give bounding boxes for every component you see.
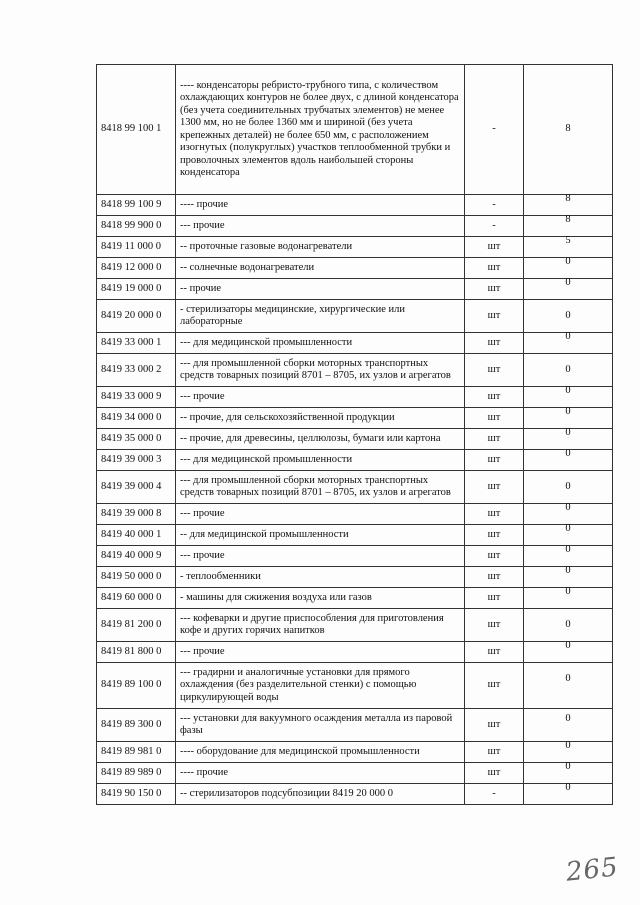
- description-cell: --- прочие: [176, 546, 465, 567]
- description-cell: --- для промышленной сборки моторных транспортных средств товарных позиций 8701 – 8705, их узлов и агрегатов: [176, 354, 465, 387]
- code-cell: 8419 35 000 0: [97, 429, 176, 450]
- unit-cell: шт: [465, 709, 524, 742]
- unit-cell: шт: [465, 237, 524, 258]
- rate-cell: 0: [524, 609, 613, 642]
- unit-cell: шт: [465, 300, 524, 333]
- rate-cell: 0: [524, 471, 613, 504]
- code-cell: 8419 89 989 0: [97, 763, 176, 784]
- rate-value: 8: [565, 213, 571, 225]
- table-row: [97, 588, 613, 609]
- unit-cell: шт: [465, 450, 524, 471]
- rate-value: 0: [565, 712, 571, 724]
- description-cell: - стерилизаторы медицинские, хирургические или лабораторные: [176, 300, 465, 333]
- unit-cell: шт: [465, 742, 524, 763]
- rate-value: 0: [565, 781, 571, 793]
- table-row: [97, 333, 613, 354]
- unit-cell: шт: [465, 279, 524, 300]
- description-cell: -- прочие, для древесины, целлюлозы, бумаги или картона: [176, 429, 465, 450]
- unit-cell: -: [465, 65, 524, 195]
- code-cell: 8419 40 000 1: [97, 525, 176, 546]
- table-row: [97, 237, 613, 258]
- unit-cell: шт: [465, 333, 524, 354]
- table-row: [97, 546, 613, 567]
- rate-cell: [524, 709, 613, 742]
- rate-cell: 8: [524, 65, 613, 195]
- rate-cell: [524, 501, 613, 525]
- description-cell: - теплообменники: [176, 567, 465, 588]
- table-row: [97, 65, 613, 195]
- code-cell: 8419 39 000 8: [97, 504, 176, 525]
- rate-value: 0: [565, 426, 571, 438]
- rate-value: 0: [565, 255, 571, 267]
- code-cell: 8419 89 300 0: [97, 709, 176, 742]
- description-cell: ---- прочие: [176, 195, 465, 216]
- unit-cell: -: [465, 195, 524, 216]
- code-cell: 8419 89 981 0: [97, 742, 176, 763]
- description-cell: ---- прочие: [176, 763, 465, 784]
- code-cell: 8419 60 000 0: [97, 588, 176, 609]
- table-row: [97, 279, 613, 300]
- code-cell: 8419 40 000 9: [97, 546, 176, 567]
- rate-cell: [524, 384, 613, 408]
- unit-cell: шт: [465, 354, 524, 387]
- unit-cell: шт: [465, 763, 524, 784]
- unit-cell: шт: [465, 408, 524, 429]
- rate-value: 0: [565, 405, 571, 417]
- unit-cell: шт: [465, 588, 524, 609]
- rate-value: 5: [565, 234, 571, 246]
- table-row: [97, 216, 613, 237]
- rate-cell: [524, 585, 613, 609]
- description-cell: -- проточные газовые водонагреватели: [176, 237, 465, 258]
- rate-value: 0: [565, 522, 571, 534]
- unit-cell: шт: [465, 504, 524, 525]
- description-cell: --- для медицинской промышленности: [176, 450, 465, 471]
- rate-cell: [524, 543, 613, 567]
- description-cell: -- стерилизаторов подсубпозиции 8419 20 000 0: [176, 784, 465, 805]
- table-row: [97, 429, 613, 450]
- code-cell: 8419 81 200 0: [97, 609, 176, 642]
- rate-cell: [524, 564, 613, 588]
- table-row: [97, 663, 613, 709]
- table-row: [97, 742, 613, 763]
- code-cell: 8419 89 100 0: [97, 663, 176, 709]
- unit-cell: шт: [465, 387, 524, 408]
- description-cell: --- установки для вакуумного осаждения металла из паровой фазы: [176, 709, 465, 742]
- description-cell: ---- конденсаторы ребристо-трубного типа, с количеством охлаждающих контуров не более двух, с длиной конденсатора (без учета соединительных трубчатых элементов) не менее 1300 мм, но не более 1360 мм и шириной (без учета крепежных деталей) не более 650 мм, с расположением изогнутых (полукруглых) участков теплообменной трубки и проволочных элементов вдоль наибольшей стороны конденсатора: [176, 65, 465, 195]
- table-row: [97, 258, 613, 279]
- table-row: [97, 195, 613, 216]
- rate-cell: [524, 663, 613, 709]
- description-cell: --- прочие: [176, 216, 465, 237]
- table-row: [97, 504, 613, 525]
- table-row: [97, 709, 613, 742]
- rate-cell: [524, 447, 613, 471]
- table-row: [97, 763, 613, 784]
- table-row: [97, 567, 613, 588]
- unit-cell: шт: [465, 642, 524, 663]
- table-row: [97, 300, 613, 333]
- rate-cell: [524, 760, 613, 784]
- unit-cell: шт: [465, 567, 524, 588]
- description-cell: --- для медицинской промышленности: [176, 333, 465, 354]
- rate-value: 0: [565, 673, 571, 685]
- description-cell: -- для медицинской промышленности: [176, 525, 465, 546]
- rate-value: 0: [565, 564, 571, 576]
- description-cell: -- солнечные водонагреватели: [176, 258, 465, 279]
- description-cell: - машины для сжижения воздуха или газов: [176, 588, 465, 609]
- table-row: [97, 450, 613, 471]
- handwritten-page-number: 265: [564, 852, 621, 888]
- rate-cell: [524, 276, 613, 300]
- rate-cell: [524, 192, 613, 216]
- description-cell: --- градирни и аналогичные установки для прямого охлаждения (без разделительной стенки) с помощью циркулирующей воды: [176, 663, 465, 709]
- rate-value: 0: [565, 639, 571, 651]
- table-row: [97, 354, 613, 387]
- code-cell: 8419 81 800 0: [97, 642, 176, 663]
- unit-cell: шт: [465, 471, 524, 504]
- description-cell: --- прочие: [176, 387, 465, 408]
- rate-cell: 0: [524, 354, 613, 387]
- rate-cell: 0: [524, 300, 613, 333]
- rate-value: 0: [565, 276, 571, 288]
- unit-cell: шт: [465, 546, 524, 567]
- unit-cell: -: [465, 784, 524, 805]
- description-cell: -- прочие: [176, 279, 465, 300]
- code-cell: 8419 34 000 0: [97, 408, 176, 429]
- code-cell: 8419 33 000 9: [97, 387, 176, 408]
- rate-cell: [524, 234, 613, 258]
- code-cell: 8418 99 100 9: [97, 195, 176, 216]
- code-cell: 8418 99 100 1: [97, 65, 176, 195]
- code-cell: 8419 39 000 3: [97, 450, 176, 471]
- rate-cell: [524, 330, 613, 354]
- code-cell: 8419 12 000 0: [97, 258, 176, 279]
- rate-value: 0: [565, 543, 571, 555]
- code-cell: 8419 39 000 4: [97, 471, 176, 504]
- rate-value: 0: [565, 760, 571, 772]
- rate-cell: [524, 639, 613, 663]
- rate-cell: [524, 522, 613, 546]
- table-row: [97, 784, 613, 805]
- rate-cell: [524, 781, 613, 805]
- unit-cell: шт: [465, 609, 524, 642]
- code-cell: 8419 50 000 0: [97, 567, 176, 588]
- table-row: [97, 609, 613, 642]
- rate-value: 0: [565, 447, 571, 459]
- description-cell: ---- оборудование для медицинской промышленности: [176, 742, 465, 763]
- code-cell: 8419 19 000 0: [97, 279, 176, 300]
- code-cell: 8419 20 000 0: [97, 300, 176, 333]
- rate-value: 0: [565, 739, 571, 751]
- rate-value: 0: [565, 330, 571, 342]
- table-row: [97, 387, 613, 408]
- code-cell: 8419 11 000 0: [97, 237, 176, 258]
- rate-cell: [524, 255, 613, 279]
- description-cell: -- прочие, для сельскохозяйственной продукции: [176, 408, 465, 429]
- unit-cell: шт: [465, 258, 524, 279]
- rate-cell: [524, 405, 613, 429]
- code-cell: 8419 33 000 2: [97, 354, 176, 387]
- unit-cell: шт: [465, 429, 524, 450]
- description-cell: --- прочие: [176, 504, 465, 525]
- table-row: [97, 525, 613, 546]
- description-cell: --- для промышленной сборки моторных транспортных средств товарных позиций 8701 – 8705, их узлов и агрегатов: [176, 471, 465, 504]
- description-cell: --- прочие: [176, 642, 465, 663]
- rate-value: 0: [565, 384, 571, 396]
- code-cell: 8418 99 900 0: [97, 216, 176, 237]
- table-row: [97, 642, 613, 663]
- unit-cell: шт: [465, 525, 524, 546]
- unit-cell: -: [465, 216, 524, 237]
- rate-cell: [524, 426, 613, 450]
- tariff-table: [96, 64, 613, 805]
- rate-value: 0: [565, 501, 571, 513]
- rate-cell: [524, 739, 613, 763]
- table-row: [97, 471, 613, 504]
- rate-value: 0: [565, 585, 571, 597]
- rate-cell: [524, 213, 613, 237]
- description-cell: --- кофеварки и другие приспособления для приготовления кофе и других горячих напитков: [176, 609, 465, 642]
- code-cell: 8419 90 150 0: [97, 784, 176, 805]
- rate-value: 8: [565, 192, 571, 204]
- unit-cell: шт: [465, 663, 524, 709]
- code-cell: 8419 33 000 1: [97, 333, 176, 354]
- table-row: [97, 408, 613, 429]
